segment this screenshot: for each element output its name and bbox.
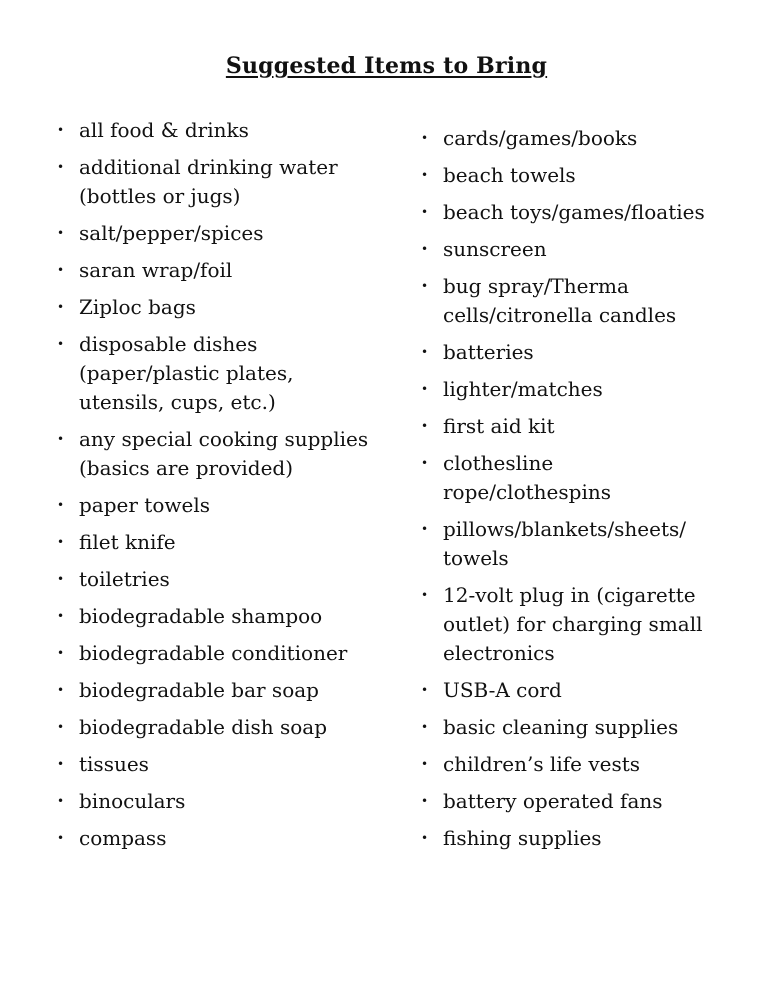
item-label: battery operated fans	[443, 789, 663, 813]
item-label: first aid kit	[443, 414, 555, 438]
item-label: beach towels	[443, 163, 576, 187]
page-title: Suggested Items to Bring	[225, 53, 548, 79]
list-item	[421, 713, 721, 742]
bullet-icon: •	[57, 123, 65, 137]
item-label: basic cleaning supplies	[443, 715, 679, 739]
list-item	[421, 161, 721, 190]
item-label: salt/pepper/spices	[79, 221, 264, 245]
bullet-icon: •	[421, 205, 429, 219]
item-label: biodegradable dish soap	[79, 715, 328, 739]
bullet-icon: •	[57, 646, 65, 660]
bullet-icon: •	[421, 831, 429, 845]
item-label: beach toys/games/floaties	[443, 200, 705, 224]
item-label: additional drinking water (bottles or jugs)	[79, 155, 338, 208]
item-label: filet knife	[79, 530, 176, 554]
item-label: disposable dishes (paper/plastic plates, utensils, cups, etc.)	[79, 332, 294, 414]
list-item	[421, 272, 721, 330]
list-item	[57, 787, 377, 816]
left-items-list	[57, 116, 377, 861]
list-item	[421, 515, 721, 573]
item-label: tissues	[79, 752, 149, 776]
item-label: lighter/matches	[443, 377, 603, 401]
bullet-icon: •	[57, 831, 65, 845]
list-item	[421, 375, 721, 404]
bullet-icon: •	[421, 683, 429, 697]
bullet-icon: •	[421, 588, 429, 602]
item-label: saran wrap/foil	[79, 258, 233, 282]
bullet-icon: •	[57, 226, 65, 240]
bullet-icon: •	[421, 345, 429, 359]
list-item	[57, 219, 377, 248]
bullet-icon: •	[57, 794, 65, 808]
list-item	[421, 824, 721, 853]
bullet-icon: •	[421, 279, 429, 293]
list-item	[421, 581, 721, 668]
bullet-icon: •	[421, 242, 429, 256]
bullet-icon: •	[421, 382, 429, 396]
bullet-icon: •	[57, 572, 65, 586]
list-item	[421, 750, 721, 779]
item-label: batteries	[443, 340, 534, 364]
bullet-icon: •	[421, 456, 429, 470]
bullet-icon: •	[57, 757, 65, 771]
item-label: toiletries	[79, 567, 170, 591]
item-label: biodegradable shampoo	[79, 604, 323, 628]
list-item	[57, 713, 377, 742]
list-item	[57, 330, 377, 417]
item-label: compass	[79, 826, 167, 850]
list-item	[57, 491, 377, 520]
bullet-icon: •	[57, 535, 65, 549]
item-label: any special cooking supplies (basics are provided)	[79, 427, 369, 480]
item-label: fishing supplies	[443, 826, 602, 850]
bullet-icon: •	[57, 720, 65, 734]
item-label: biodegradable conditioner	[79, 641, 348, 665]
item-label: children’s life vests	[443, 752, 641, 776]
list-item	[57, 750, 377, 779]
list-item	[57, 116, 377, 145]
list-item	[57, 153, 377, 211]
bullet-icon: •	[57, 683, 65, 697]
list-item	[57, 425, 377, 483]
item-label: USB-A cord	[443, 678, 562, 702]
item-label: clothesline rope/clothespins	[443, 451, 611, 504]
item-label: Ziploc bags	[79, 295, 196, 319]
list-item	[57, 293, 377, 322]
list-item	[421, 338, 721, 367]
bullet-icon: •	[421, 131, 429, 145]
list-item	[57, 256, 377, 285]
bullet-icon: •	[57, 609, 65, 623]
item-label: all food & drinks	[79, 118, 249, 142]
bullet-icon: •	[57, 160, 65, 174]
bullet-icon: •	[57, 432, 65, 446]
list-item	[421, 124, 721, 153]
bullet-icon: •	[421, 757, 429, 771]
bullet-icon: •	[57, 300, 65, 314]
item-label: pillows/blankets/sheets/ towels	[443, 517, 687, 570]
list-item	[57, 639, 377, 668]
list-item	[421, 449, 721, 507]
list-item	[421, 676, 721, 705]
list-item	[57, 565, 377, 594]
list-item	[421, 198, 721, 227]
list-item	[57, 676, 377, 705]
bullet-icon: •	[421, 168, 429, 182]
item-label: cards/games/books	[443, 126, 638, 150]
item-label: binoculars	[79, 789, 186, 813]
list-item	[421, 235, 721, 264]
item-label: 12-volt plug in (cigarette outlet) for charging small electronics	[443, 583, 703, 665]
bullet-icon: •	[57, 263, 65, 277]
list-item	[57, 528, 377, 557]
bullet-icon: •	[421, 419, 429, 433]
list-item	[421, 787, 721, 816]
bullet-icon: •	[421, 522, 429, 536]
list-item	[57, 824, 377, 853]
bullet-icon: •	[57, 498, 65, 512]
item-label: biodegradable bar soap	[79, 678, 319, 702]
item-label: paper towels	[79, 493, 210, 517]
bullet-icon: •	[421, 720, 429, 734]
right-items-list	[421, 124, 721, 861]
list-item	[421, 412, 721, 441]
bullet-icon: •	[57, 337, 65, 351]
list-item	[57, 602, 377, 631]
item-label: sunscreen	[443, 237, 547, 261]
bullet-icon: •	[421, 794, 429, 808]
item-label: bug spray/Therma cells/citronella candles	[443, 274, 677, 327]
